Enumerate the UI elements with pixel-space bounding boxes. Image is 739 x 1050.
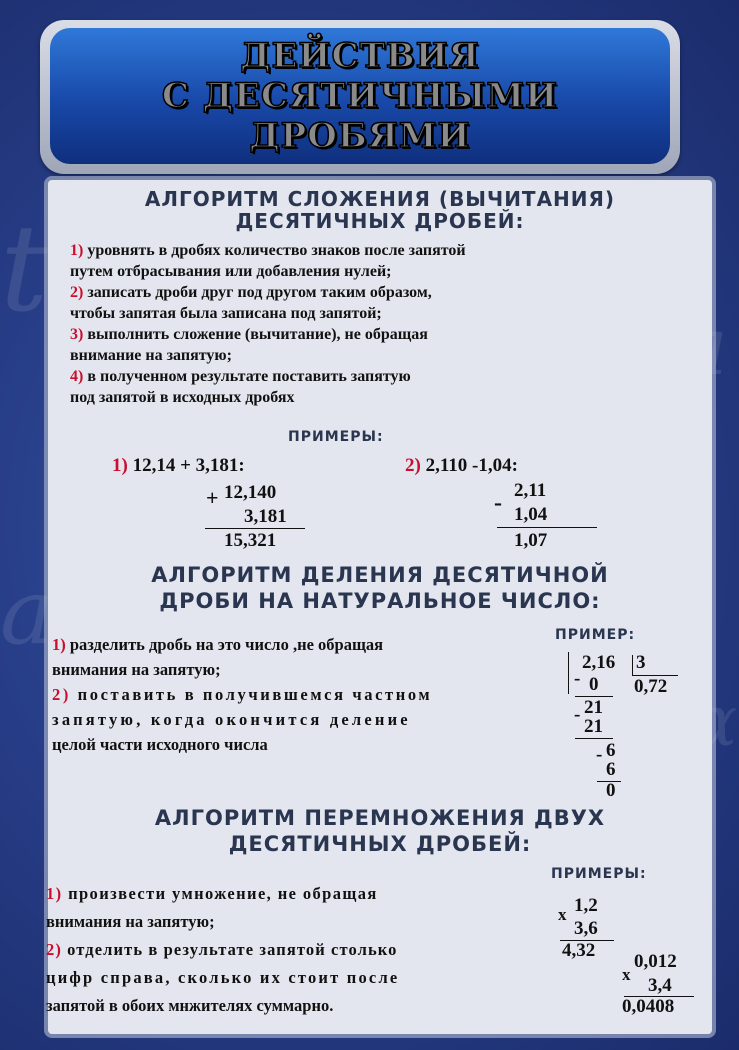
- rule-text: уровнять в дробях количество знаков после запятой: [83, 242, 466, 259]
- times-sign: x: [558, 905, 567, 924]
- rule-text: записать дроби друг под другом таким образом,: [83, 284, 432, 301]
- factor-1: 0,012: [634, 951, 677, 972]
- difference-line: [497, 527, 597, 528]
- rule-text: внимание на запятую;: [70, 347, 232, 364]
- rule-item: [46, 880, 528, 908]
- rule-number: 2): [46, 940, 62, 959]
- rule-text: путем отбрасывания или добавления нулей;: [70, 263, 392, 280]
- factor-1: 1,2: [574, 895, 598, 916]
- background-math-symbols: t: [0, 200, 49, 339]
- sum-line: [205, 528, 305, 529]
- difference-result: 1,07: [514, 530, 548, 551]
- rule-text: разделить дробь на это число ,не обращая: [65, 635, 384, 654]
- division-rules: [52, 632, 528, 757]
- sum-result: 15,321: [224, 530, 277, 551]
- dividend: 2,16: [582, 652, 616, 673]
- example-expression: 2,110 -1,04:: [420, 455, 518, 476]
- rule-text: отделить в результате запятой столько: [61, 940, 398, 959]
- rule-number: 1): [70, 242, 84, 259]
- rule-item: [70, 324, 630, 345]
- rule-item: [52, 682, 528, 707]
- multiplication-heading: [48, 805, 712, 857]
- division-bracket: [568, 652, 569, 694]
- quotient: 0,72: [634, 676, 668, 697]
- division-heading: [48, 562, 712, 614]
- multiplication-rules: [46, 880, 528, 1020]
- rule-item: [46, 936, 528, 964]
- rule-text: чтобы запятая была записана под запятой;: [70, 305, 382, 322]
- addition-heading: [48, 188, 712, 232]
- example-expression: 12,14 + 3,181:: [127, 455, 245, 476]
- example-1-title: [112, 455, 245, 477]
- rule-text: внимания на запятую;: [52, 660, 221, 679]
- rule-text: запятой в обоих мнжителях суммарно.: [46, 996, 334, 1015]
- title-line: С ДЕСЯТИЧНЫМИ: [161, 76, 559, 116]
- rule-number: 2): [52, 685, 71, 704]
- heading-line: АЛГОРИТМ ПЕРЕМНОЖЕНИЯ ДВУХ: [154, 806, 606, 830]
- addend-2: 3,181: [244, 506, 287, 527]
- example-label: ПРИМЕР:: [555, 627, 636, 643]
- heading-line: АЛГОРИТМ СЛОЖЕНИЯ (ВЫЧИТАНИЯ): [144, 187, 616, 211]
- rule-text: цифр справа, сколько их стоит после: [46, 968, 400, 987]
- heading-line: ДРОБИ НА НАТУРАЛЬНОЕ ЧИСЛО:: [159, 589, 601, 613]
- rule-text: в полученном результате поставить запятую: [83, 368, 411, 385]
- minus-sign: -: [494, 490, 502, 516]
- background-math-symbols: a: [0, 560, 54, 665]
- rule-text: выполнить сложение (вычитание), не обращая: [83, 326, 428, 343]
- rule-text: запятую, когда окончится деление: [52, 710, 411, 729]
- rule-number: 1): [52, 635, 66, 654]
- plus-sign: +: [206, 485, 219, 510]
- example-2-title: [405, 455, 518, 477]
- title-line: ДРОБЯМИ: [249, 116, 471, 156]
- page-title: [50, 36, 670, 156]
- minus-sign: -: [574, 704, 581, 725]
- divisor: 3: [636, 652, 646, 673]
- title-line: ДЕЙСТВИЯ: [240, 36, 480, 76]
- heading-line: АЛГОРИТМ ДЕЛЕНИЯ ДЕСЯТИЧНОЙ: [151, 563, 609, 587]
- step-2-value: 21: [584, 697, 603, 718]
- minuend: 2,11: [514, 480, 547, 501]
- subtrahend: 1,04: [514, 504, 548, 525]
- heading-line: ДЕСЯТИЧНЫХ ДРОБЕЙ:: [235, 209, 525, 233]
- step-3-value: 6: [606, 740, 616, 761]
- rule-text: целой части исходного числа: [52, 735, 268, 754]
- rule-item: [70, 366, 630, 387]
- heading-line: ДЕСЯТИЧНЫХ ДРОБЕЙ:: [228, 832, 532, 856]
- rule-number: 2): [70, 284, 84, 301]
- divisor-bracket: [632, 655, 633, 675]
- step-2-subtrahend: 21: [584, 716, 603, 737]
- background-math-symbols: α: [690, 680, 738, 762]
- rule-number: 3): [70, 326, 84, 343]
- rule-text: произвести умножение, не обращая: [62, 884, 378, 903]
- rule-item: [52, 632, 528, 657]
- product-result: 0,0408: [622, 996, 675, 1017]
- step-3-subtrahend: 6: [606, 759, 616, 780]
- rule-item: [70, 240, 630, 261]
- addition-rules: [70, 240, 630, 408]
- minus-sign: -: [574, 668, 581, 689]
- rule-text: поставить в получившемся частном: [70, 685, 433, 704]
- step-line: [575, 738, 613, 739]
- example-number: 2): [405, 455, 421, 476]
- remainder: 0: [606, 780, 616, 801]
- example-number: 1): [112, 455, 128, 476]
- factor-2: 3,4: [648, 975, 672, 996]
- rule-number: 4): [70, 368, 84, 385]
- rule-item: [70, 282, 630, 303]
- examples-label: ПРИМЕРЫ:: [551, 866, 647, 882]
- rule-number: 1): [46, 884, 63, 903]
- minus-sign: -: [596, 744, 603, 765]
- factor-2: 3,6: [574, 918, 598, 939]
- examples-label: ПРИМЕРЫ:: [288, 429, 384, 445]
- product-result: 4,32: [562, 940, 596, 961]
- addend-1: 12,140: [224, 482, 277, 503]
- rule-text: под запятой в исходных дробях: [70, 389, 295, 406]
- times-sign: x: [622, 965, 631, 984]
- rule-text: внимания на запятую;: [46, 912, 215, 931]
- step-1-subtrahend: 0: [589, 674, 599, 695]
